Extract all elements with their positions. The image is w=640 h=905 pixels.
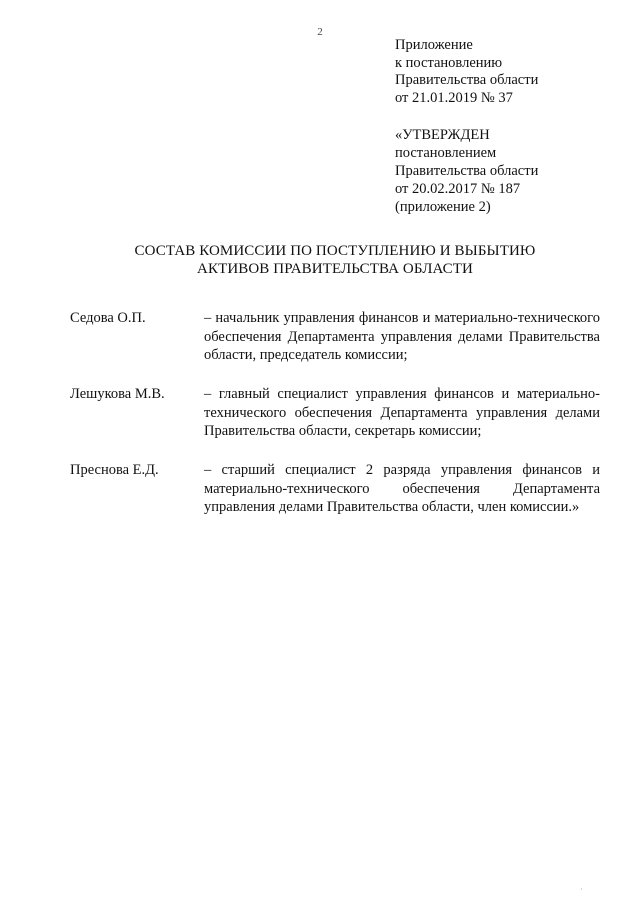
scan-mark: · [580,885,583,894]
approval-line: постановлением [395,145,497,161]
member-name: Седова О.П. [70,310,146,326]
appendix-line: Приложение [395,37,473,53]
approval-line: Правительства области [395,163,539,179]
appendix-line: от 21.01.2019 № 37 [395,89,513,106]
document-title [70,242,600,278]
member-description: – главный специалист управления финансов и материально-технического обеспечения Департамента управления делами Правительства области, секретарь комиссии; [204,386,600,439]
approval-line: (приложение 2) [395,199,491,215]
page-number: 2 [317,26,323,38]
title-line-2: АКТИВОВ ПРАВИТЕЛЬСТВА ОБЛАСТИ [197,261,473,277]
appendix-line: к постановлению [395,54,503,71]
appendix-block [395,37,538,107]
approval-line: от 20.02.2017 № 187 [395,181,521,197]
approval-line: «УТВЕРЖДЕН [395,127,490,143]
appendix-line: Правительства области [395,72,539,88]
member-name: Лешукова М.В. [70,386,165,402]
approval-block [395,126,538,216]
member-description: – начальник управления финансов и материально-технического обеспечения Департамента управления делами Правительства области, председатель комиссии; [204,310,600,363]
member-description: – старший специалист 2 разряда управления финансов и материально-технического обеспечения Департамента управления делами Правительства области, член комиссии.» [204,462,600,515]
title-line-1: СОСТАВ КОМИССИИ ПО ПОСТУПЛЕНИЮ И ВЫБЫТИЮ [134,243,536,259]
member-name: Преснова Е.Д. [70,462,159,478]
